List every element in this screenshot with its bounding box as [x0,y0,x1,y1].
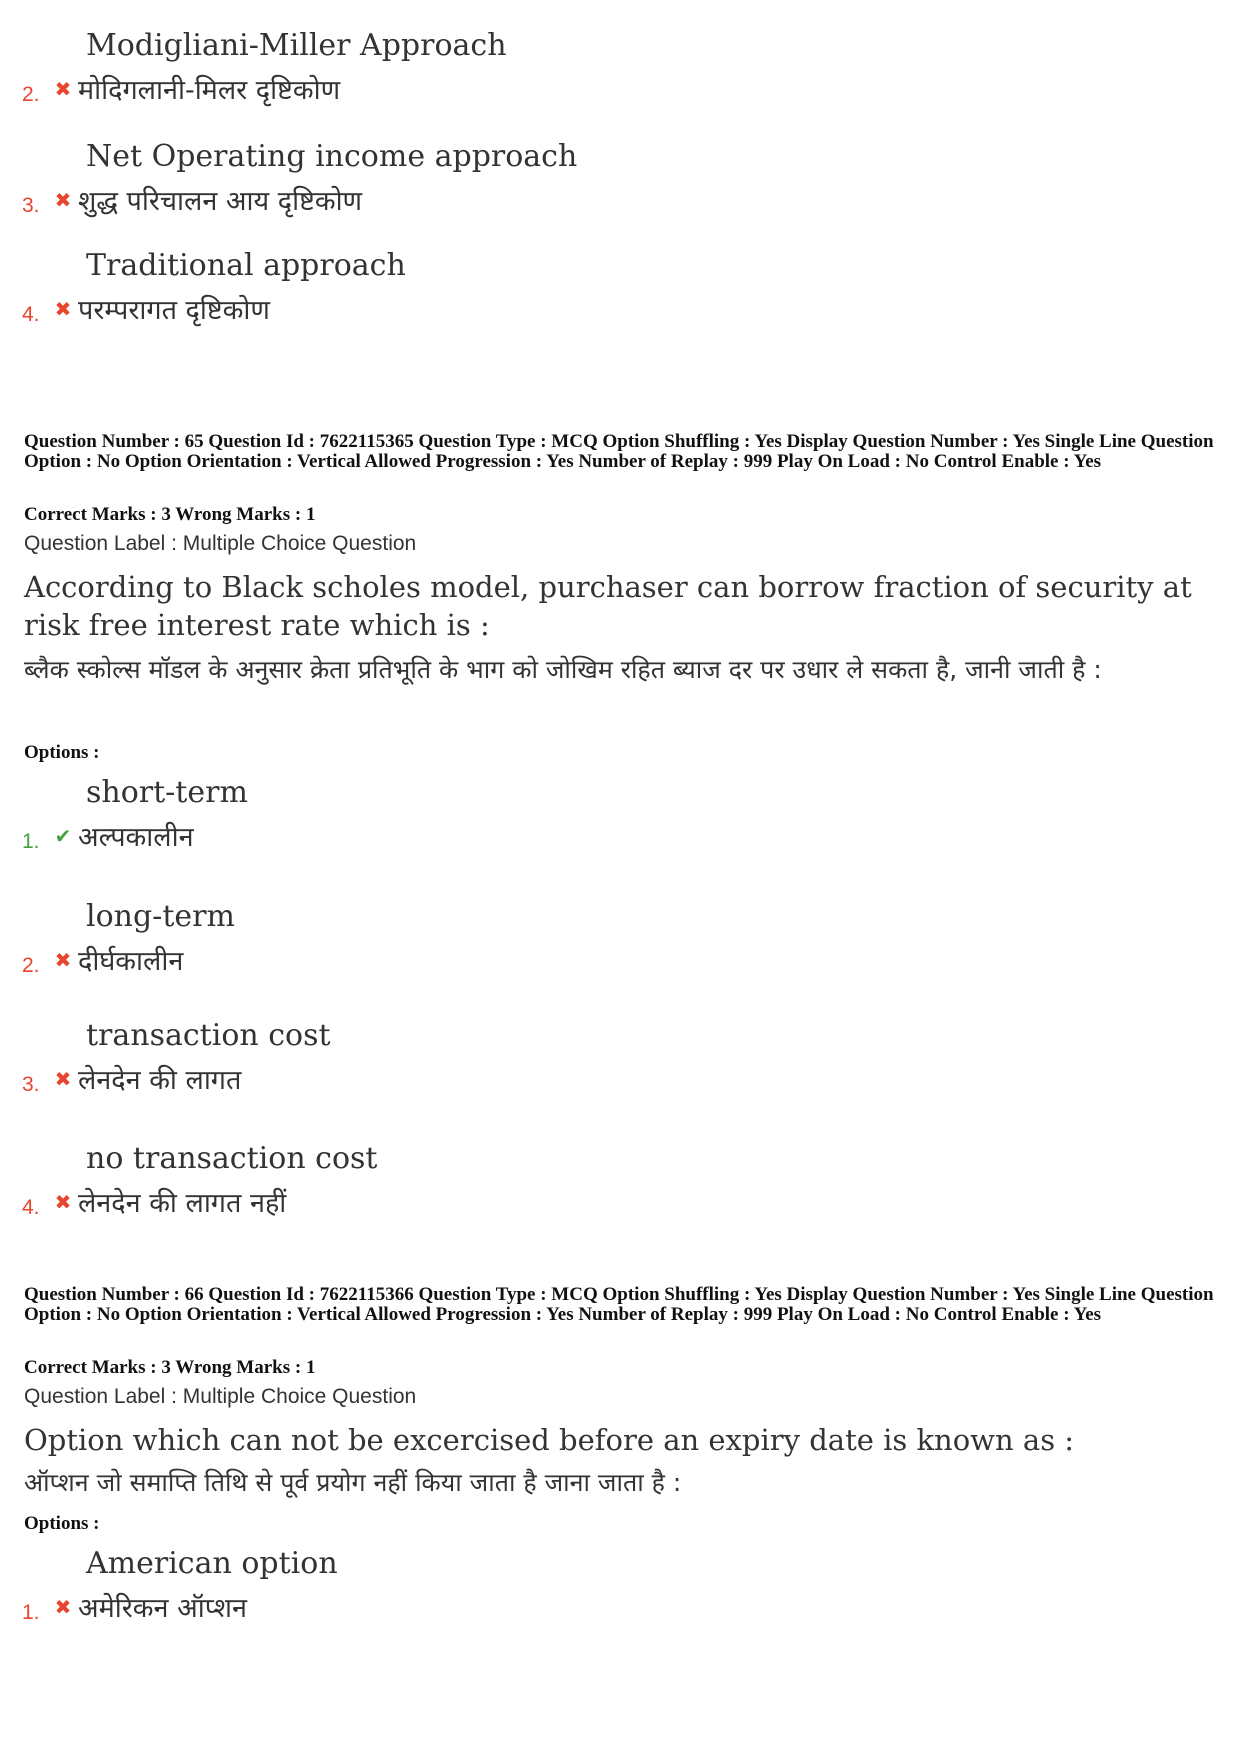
question-text-en: Option which can not be excercised before an expiry date is known as : [24,1423,1075,1457]
cross-icon: ✖ [54,1595,72,1619]
option-text-hi: शुद्ध परिचालन आय दृष्टिकोण [78,186,363,217]
option-text-en: transaction cost [86,1018,331,1053]
options-heading: Options : [24,1513,100,1534]
option-text-hi: लेनदेन की लागत [78,1065,242,1096]
option-text-en: long-term [86,899,235,934]
cross-icon: ✖ [54,1067,72,1091]
cross-icon: ✖ [54,1190,72,1214]
question-label: Question Label : Multiple Choice Question [24,1385,417,1408]
cross-icon: ✖ [54,77,72,101]
option-number: 3. [22,194,40,217]
option-text-en: Net Operating income approach [86,139,578,174]
question-meta: Question Number : 65 Question Id : 7622115365 Question Type : MCQ Option Shuffling : Yes Display Question Number : Yes Single Line Question Option : No Option Orientation : Vertical Allowed Progression : Yes Number of Replay : 999 Play On Load : No Control Enable : Yes [24,431,1214,472]
option-text-hi: लेनदेन की लागत नहीं [78,1188,287,1219]
cross-icon: ✖ [54,948,72,972]
option-number: 2. [22,954,40,977]
question-marks: Correct Marks : 3 Wrong Marks : 1 [24,504,316,525]
cross-icon: ✖ [54,188,72,212]
option-number: 1. [22,1601,40,1624]
question-text-hi: ब्लैक स्कोल्स मॉडल के अनुसार क्रेता प्रतिभूति के भाग को जोखिम रहित ब्याज दर पर उधार ले सकता है, जानी जाती है : [24,655,1102,684]
option-number: 4. [22,303,40,326]
options-heading: Options : [24,742,100,763]
option-number: 2. [22,83,40,106]
question-marks: Correct Marks : 3 Wrong Marks : 1 [24,1357,316,1378]
option-text-en: no transaction cost [86,1141,378,1176]
option-text-hi: मोदिगलानी-मिलर दृष्टिकोण [78,75,341,106]
question-text-en: According to Black scholes model, purchaser can borrow fraction of security at risk free interest rate which is : [24,570,1192,642]
option-text-en: short-term [86,775,248,810]
option-text-en: Traditional approach [86,248,406,283]
option-text-hi: अल्पकालीन [78,822,194,853]
check-icon: ✔ [54,824,72,848]
question-label: Question Label : Multiple Choice Question [24,532,417,555]
cross-icon: ✖ [54,297,72,321]
question-text-hi: ऑप्शन जो समाप्ति तिथि से पूर्व प्रयोग नहीं किया जाता है जाना जाता है : [24,1468,682,1497]
option-text-en: American option [86,1546,338,1581]
option-number: 3. [22,1073,40,1096]
option-text-hi: दीर्घकालीन [78,946,184,977]
option-text-hi: अमेरिकन ऑप्शन [78,1593,247,1624]
option-text-en: Modigliani-Miller Approach [86,28,507,63]
question-meta: Question Number : 66 Question Id : 7622115366 Question Type : MCQ Option Shuffling : Yes Display Question Number : Yes Single Line Question Option : No Option Orientation : Vertical Allowed Progression : Yes Number of Replay : 999 Play On Load : No Control Enable : Yes [24,1284,1214,1325]
option-number: 4. [22,1196,40,1219]
option-number: 1. [22,830,40,853]
option-text-hi: परम्परागत दृष्टिकोण [78,295,270,326]
